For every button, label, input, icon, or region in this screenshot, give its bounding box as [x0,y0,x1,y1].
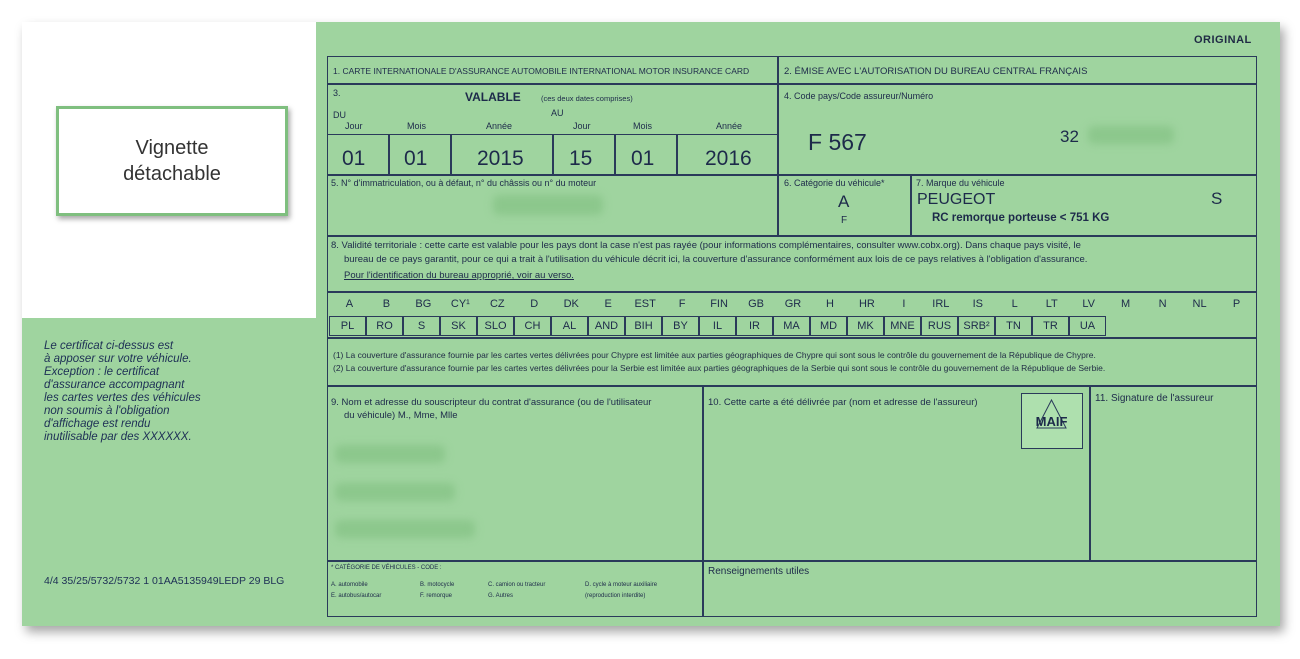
country-code-cell: IL [712,320,723,332]
vignette-line1: Vignette [135,137,209,159]
note-2: (2) La couverture d'assurance fournie par les cartes vertes délivrées pour la Serbie est limitée aux parties géographiques de la Serbie qui sont sous le contrôle du gouvernement de la République de Serbie. [333,363,1106,373]
brand-s: S [1211,189,1223,208]
country-code-cell: MD [819,320,838,332]
country-code-cell: BY [673,320,688,332]
category-item: E. autobus/autocar [331,593,382,599]
date-header-day-to: Jour [573,121,591,131]
field-9-line1: 9. Nom et adresse du souscripteur du contrat d'assurance (ou de l'utilisateur [331,397,652,408]
country-code-cell: RUS [927,320,952,332]
country-code-cell: N [1158,298,1167,310]
date-header-month-from: Mois [407,121,427,131]
field-3-num: 3. [333,88,341,98]
redacted-city [335,520,475,538]
country-code-cell: I [902,298,906,310]
note-1: (1) La couverture d'assurance fournie par les cartes vertes délivrées pour Chypre est limitée aux parties géographiques de Chypre qui sont sous le contrôle du gouvernement de la République de Chypre. [333,350,1096,360]
stub-line: non soumis à l'obligation [44,405,170,417]
renseignements-label: Renseignements utiles [708,566,810,577]
field-11-label: 11. Signature de l'assureur [1095,393,1214,404]
date-month-to: 01 [631,147,655,170]
country-code-cell: H [825,298,834,310]
field-2-label: 2. ÉMISE AVEC L'AUTORISATION DU BUREAU CENTRAL FRANÇAIS [784,66,1088,77]
date-month-from: 01 [404,147,428,170]
country-code-cell: RO [376,320,393,332]
field-6-label: 6. Catégorie du véhicule* [784,178,885,188]
country-code-cell: AL [562,320,577,332]
country-code-cell: UA [1079,320,1096,332]
stub-instructions [44,340,284,444]
maif-text: MAIF [1035,414,1068,429]
country-code-cell: LV [1082,298,1095,310]
stub-line: d'affichage est rendu [44,418,151,430]
country-code-cell: IS [972,298,983,310]
date-header-day-from: Jour [345,121,363,131]
stub-line: Le certificat ci-dessus est [44,340,174,352]
country-code-cell: CY¹ [450,298,470,310]
country-code-cell: GR [784,298,802,310]
country-code-cell: DK [563,298,579,310]
stub-line: d'assurance accompagnant [44,379,185,391]
country-code-cell: BIH [634,320,653,332]
field-1-label: 1. CARTE INTERNATIONALE D'ASSURANCE AUTOMOBILE INTERNATIONAL MOTOR INSURANCE CARD [333,66,750,76]
country-code-cell: EST [634,298,656,310]
redacted-address [335,483,455,501]
field-11-cell [1090,386,1257,561]
date-header-year-from: Année [486,121,513,131]
insurer-number: 32 [1060,127,1079,146]
vignette-line2: détachable [123,163,221,185]
country-code-cell: SK [451,320,466,332]
country-code-cell: MNE [890,320,915,332]
valable-note: (ces deux dates comprises) [541,94,633,103]
field-9-line2: du véhicule) M., Mme, Mlle [344,410,458,421]
country-code-cell: BG [415,298,432,310]
country-code-cell: SRB² [963,320,990,332]
country-code-cell: LT [1045,298,1058,310]
country-code-cell: TN [1006,320,1021,332]
country-code-cell: IRL [932,298,950,310]
country-code-cell: B [382,298,391,310]
country-code-cell: IR [749,320,760,332]
date-header-month-to: Mois [633,121,653,131]
valable-title: VALABLE [465,90,521,104]
date-year-from: 2015 [477,147,524,170]
category-item: F. remorque [420,593,453,599]
country-code-cell: GB [748,298,764,310]
category-item: B. motocycle [420,582,455,588]
notes-cell [327,338,1257,386]
country-code-cell: P [1232,298,1241,310]
redacted-registration [493,195,603,215]
country-code-cell: S [417,320,426,332]
country-code: F 567 [808,129,867,155]
country-code-cell: A [345,298,354,310]
country-code-cell: F [678,298,686,310]
country-code-cell: CH [524,320,541,332]
stub-line: les cartes vertes des véhicules [44,392,201,404]
date-year-to: 2016 [705,147,752,170]
country-code-cell: NL [1192,298,1207,310]
date-day-from: 01 [342,147,366,170]
field-5-label: 5. N° d'immatriculation, ou à défaut, n° du châssis ou n° du moteur [331,178,597,188]
category-item: G. Autres [488,593,514,599]
category-legend-title: * CATÉGORIE DE VÉHICULES - CODE : [331,565,442,571]
country-code-cell: FIN [710,298,728,310]
country-code-cell: MA [783,320,800,332]
country-code-cell: M [1121,298,1131,310]
field-7-label: 7. Marque du véhicule [916,178,1005,188]
field-4-label: 4. Code pays/Code assureur/Numéro [784,91,934,101]
field-8-line2: bureau de ce pays garantit, pour ce qui a trait à l'utilisation du véhicule décrit ici, la couverture d'assurance conformément aux lois de ce pays relatives à l'obligation d'assurance. [344,254,1088,265]
category-item: (reproduction interdite) [585,593,646,599]
vehicle-brand: PEUGEOT [917,191,996,208]
maif-logo [1021,393,1083,449]
redacted-name [335,445,445,463]
country-code-cell: CZ [489,298,505,310]
date-day-to: 15 [569,147,593,170]
au-label: AU [551,108,564,118]
country-code-cell: E [604,298,612,310]
country-code-cell: AND [594,320,619,332]
brand-note: RC remorque porteuse < 751 KG [932,212,1110,224]
country-code-cell: HR [858,298,875,310]
country-code-cell: D [530,298,539,310]
du-label: DU [333,110,346,120]
category-item: A. automobile [331,582,368,588]
stub-line: Exception : le certificat [44,366,160,378]
original-label: ORIGINAL [1194,34,1252,46]
country-code-cell: L [1011,298,1018,310]
country-code-cell: SLO [484,320,507,332]
stub-line: inutilisable par des XXXXXX. [44,431,192,443]
vehicle-category-sub: F [841,215,848,226]
country-code-cell: PL [340,320,355,332]
field-10-label: 10. Cette carte a été délivrée par (nom et adresse de l'assureur) [708,397,978,408]
field-8-line3: Pour l'identification du bureau approprié, voir au verso. [344,270,574,281]
vignette-label [56,106,288,216]
stub-line: à apposer sur votre véhicule. [44,353,192,365]
field-8-line1: 8. Validité territoriale : cette carte est valable pour les pays dont la case n'est pas rayée (pour informations complémentaires, consulter www.cobx.org). Dans chaque pays visité, le [331,240,1081,251]
vehicle-category: A [838,192,850,211]
category-item: D. cycle à moteur auxiliaire [585,582,658,588]
stub-code: 4/4 35/25/5732/5732 1 01AA5135949LEDP 29 BLG [44,575,285,587]
category-item: C. camion ou tracteur [488,582,546,588]
country-code-cell: TR [1043,320,1058,332]
date-header-year-to: Année [716,121,743,131]
country-code-cell: MK [857,320,874,332]
redacted-number [1088,126,1174,144]
